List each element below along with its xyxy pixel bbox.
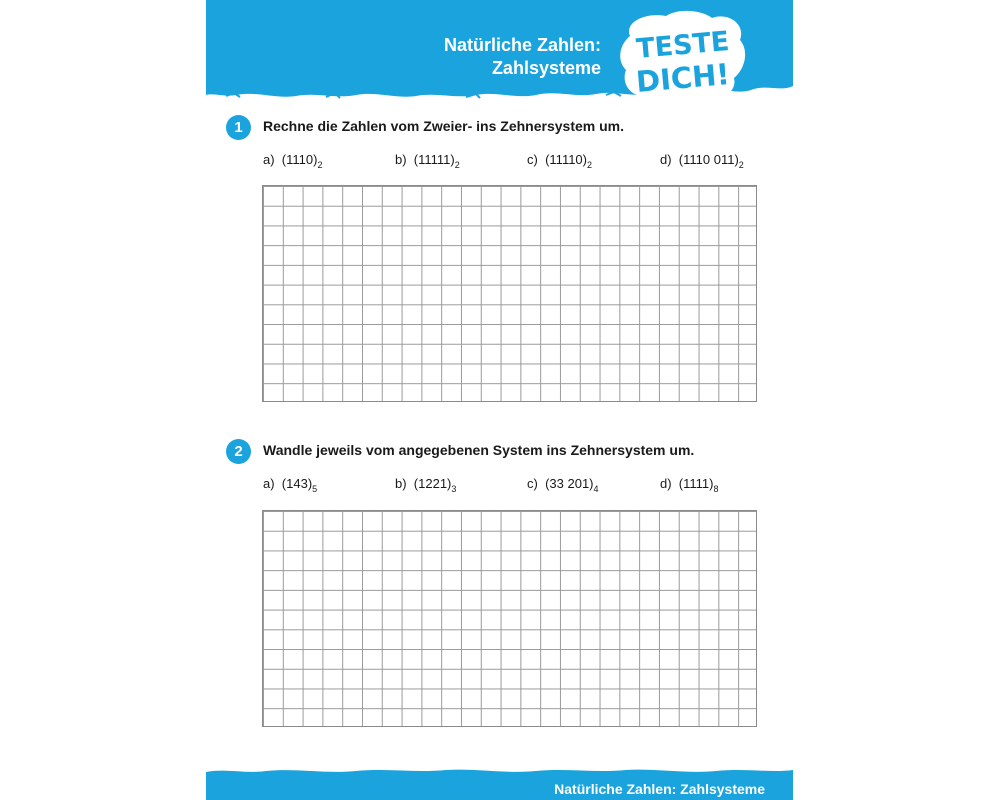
subtask-value: (11111) <box>413 152 455 167</box>
task-title: Wandle jeweils vom angegebenen System ins Zehnersystem um. <box>263 442 695 458</box>
subtask-base: 2 <box>454 160 460 170</box>
subtask-label: a) <box>263 152 275 167</box>
subtask-base: 2 <box>738 160 744 170</box>
subtask-base: 8 <box>713 484 719 494</box>
subtask-d <box>660 476 719 494</box>
task-title: Rechne die Zahlen vom Zweier- ins Zehnersystem um. <box>263 118 624 134</box>
subtask-d <box>660 152 744 170</box>
subtask-label: d) <box>660 476 672 491</box>
subtask-base: 2 <box>317 160 323 170</box>
task-number-badge: 1 <box>226 115 251 140</box>
badge-line1: TESTE <box>635 26 731 66</box>
page-title-line1: Natürliche Zahlen: <box>443 35 601 55</box>
subtask-value: (1221) <box>413 476 452 491</box>
subtask-b <box>395 476 456 494</box>
subtask-value: (1110) <box>281 152 318 167</box>
subtask-c <box>527 152 592 170</box>
subtask-a <box>263 476 317 494</box>
subtask-label: d) <box>660 152 672 167</box>
subtask-b <box>395 152 460 170</box>
worksheet-page <box>206 0 793 800</box>
subtask-a <box>263 152 322 170</box>
subtask-base: 2 <box>587 160 593 170</box>
answer-grid-2[interactable] <box>262 510 757 727</box>
subtask-label: b) <box>395 476 407 491</box>
subtask-value: (11110) <box>545 152 587 167</box>
subtask-base: 5 <box>312 484 318 494</box>
subtask-label: c) <box>527 476 538 491</box>
subtask-label: a) <box>263 476 275 491</box>
badge-line2: DICH! <box>634 56 731 100</box>
subtask-label: b) <box>395 152 407 167</box>
answer-grid-1[interactable] <box>262 185 757 402</box>
teste-dich-badge <box>616 8 751 108</box>
page-title <box>444 34 601 80</box>
subtask-label: c) <box>527 152 538 167</box>
page-title-line2: Zahlsysteme <box>491 58 601 78</box>
footer-title: Natürliche Zahlen: Zahlsysteme <box>554 781 765 797</box>
subtask-value: (143) <box>281 476 313 491</box>
subtask-value: (33 201) <box>545 476 594 491</box>
subtask-c <box>527 476 599 494</box>
subtask-base: 4 <box>593 484 599 494</box>
subtask-value: (1111) <box>678 476 714 491</box>
subtask-base: 3 <box>451 484 457 494</box>
subtask-value: (1110 011) <box>678 152 739 167</box>
task-number-badge: 2 <box>226 439 251 464</box>
